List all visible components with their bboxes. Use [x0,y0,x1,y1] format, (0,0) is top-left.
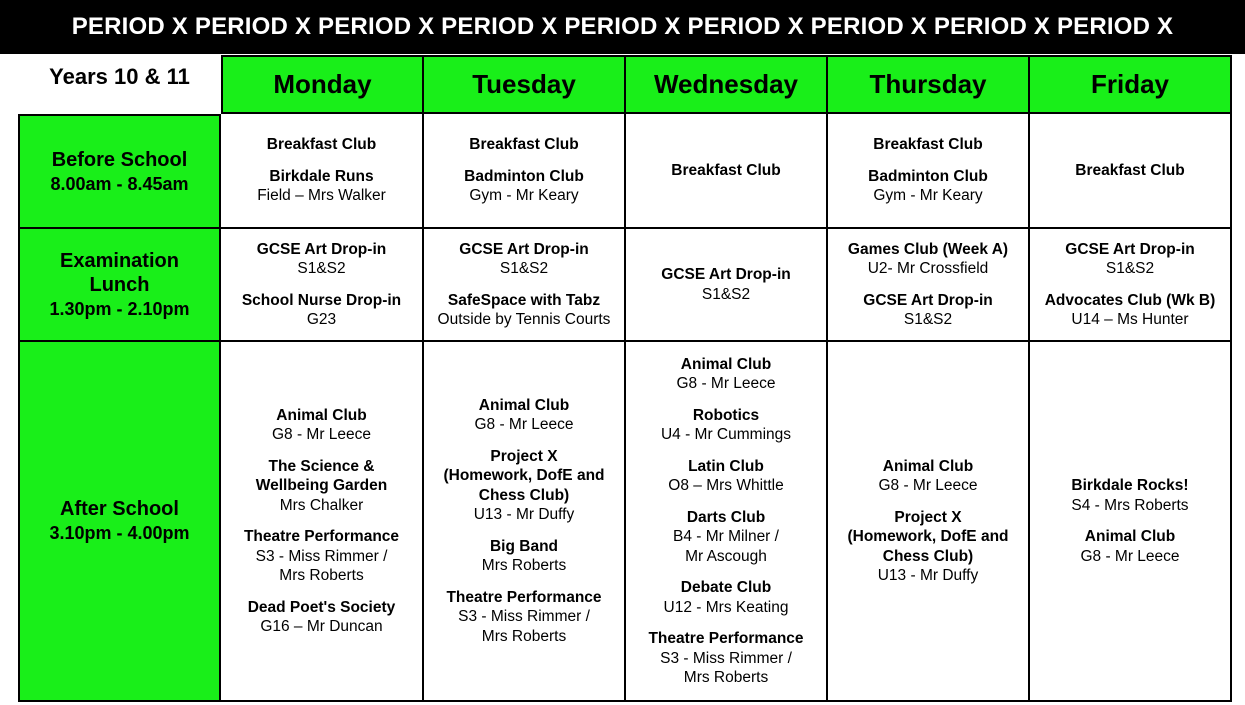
activity-title: GCSE Art Drop-in [1065,240,1195,258]
activity-entry [863,291,992,330]
day-header-wednesday: Wednesday [626,55,828,114]
activity-entry [257,240,386,279]
activity-location: U4 - Mr Cummings [660,426,792,443]
row-header-after-school [18,342,221,702]
activity-title: Games Club (Week A) [847,240,1009,258]
row-header-before-school [18,114,221,229]
activity-title: Big Band [489,537,559,555]
activity-title: GCSE Art Drop-in [661,266,791,283]
activity-location: U2- Mr Crossfield [867,260,989,277]
activity-location: G8 - Mr Leece [1080,547,1180,565]
activity-location: S1&S2 [701,285,751,303]
activity-title: GCSE Art Drop-in [863,291,993,309]
activity-location: G8 - Mr Leece [676,375,776,392]
activity-entry [661,265,790,304]
cell-after-school-thursday [828,342,1030,702]
day-header-tuesday: Tuesday [424,55,626,114]
activity-entry [873,135,982,155]
activity-location: Outside by Tennis Courts [437,311,611,328]
cell-before-school-tuesday [424,114,626,229]
cell-before-school-monday [221,114,424,229]
activity-title: Theatre Performance [243,528,400,545]
row-label-line: Examination [60,249,179,272]
day-header-friday: Friday [1030,55,1232,114]
activity-location: S3 - Miss Rimmer / [255,547,388,565]
activity-entry [1080,527,1179,566]
activity-title: GCSE Art Drop-in [256,240,387,258]
activity-location: G8 - Mr Leece [878,477,978,494]
row-header-examination-lunch [18,229,221,342]
row-label-line: Before School [51,148,188,171]
activity-entry [469,135,578,155]
cell-examination-lunch-monday [221,229,424,342]
activity-entry [676,355,775,394]
activity-title: Wellbeing Garden [255,477,388,494]
activity-title: Project X [894,508,962,526]
activity-location: U14 – Ms Hunter [1071,311,1189,328]
activity-entry [443,447,604,525]
activity-location: S1&S2 [297,260,346,277]
activity-title: Breakfast Club [671,161,781,179]
activity-entry [248,598,396,637]
activity-location: Mrs Roberts [683,669,769,686]
activity-location: S3 - Miss Rimmer / [660,649,792,667]
row-label-line: Lunch [89,273,150,296]
activity-entry [673,508,779,567]
activity-entry [668,457,783,496]
row-time: 8.00am - 8.45am [50,173,189,194]
activity-title: Breakfast Club [1075,161,1185,179]
activity-entry [868,167,988,206]
activity-entry [272,406,371,445]
row-time: 1.30pm - 2.10pm [49,298,190,319]
activity-entry [671,161,780,181]
timetable-grid [18,55,1232,702]
activity-location: U12 - Mrs Keating [663,598,789,616]
day-header-thursday: Thursday [828,55,1030,114]
activity-title: Robotics [692,406,760,424]
cell-examination-lunch-tuesday [424,229,626,342]
activity-entry [459,240,588,279]
activity-entry [847,508,1008,586]
cell-after-school-friday [1030,342,1232,702]
activity-title: Animal Club [680,355,772,373]
activity-title: Badminton Club [868,167,988,185]
activity-title: Debate Club [680,579,772,596]
activity-entry [1071,476,1188,515]
cell-after-school-tuesday [424,342,626,702]
activity-entry [1075,161,1184,181]
activity-entry [878,457,977,496]
activity-entry [661,406,791,445]
activity-location: S1&S2 [499,260,549,277]
activity-location: U13 - Mr Duffy [877,567,979,584]
activity-location: G8 - Mr Leece [271,426,372,443]
activity-title: Breakfast Club [469,136,579,154]
activity-title: Chess Club) [478,486,570,504]
activity-title: SafeSpace with Tabz [447,291,601,309]
year-group-label: Years 10 & 11 [18,55,221,114]
period-x-banner: PERIOD X PERIOD X PERIOD X PERIOD X PERIOD X PERIOD X PERIOD X PERIOD X PERIOD X [0,0,1245,54]
activity-entry [474,396,573,435]
activity-title: Advocates Club (Wk B) [1044,291,1216,309]
activity-title: Theatre Performance [446,588,602,606]
row-time: 3.10pm - 4.00pm [49,523,190,543]
activity-location: S3 - Miss Rimmer / [458,608,590,626]
cell-after-school-wednesday [626,342,828,702]
activity-entry [1045,291,1216,330]
cell-after-school-monday [221,342,424,702]
activity-entry [482,537,566,576]
activity-location: Mrs Roberts [481,557,567,575]
activity-title: The Science & [268,457,375,475]
activity-location: Mrs Roberts [481,627,567,645]
activity-location: G8 - Mr Leece [474,416,574,434]
activity-title: Badminton Club [464,167,584,185]
activity-entry [257,167,386,206]
activity-entry [648,629,803,688]
activity-location: O8 – Mrs Whittle [668,477,784,494]
activity-location: S4 - Mrs Roberts [1071,496,1189,514]
activity-entry [438,291,611,330]
activity-location: Gym - Mr Keary [469,187,579,205]
activity-title: Animal Club [882,457,974,475]
activity-location: Mrs Chalker [279,496,364,514]
activity-entry [256,457,388,516]
activity-entry [446,588,601,647]
activity-title: Animal Club [478,396,570,414]
activity-location: Mr Ascough [685,547,767,565]
activity-location: S1&S2 [1105,260,1155,277]
activity-entry [244,527,399,586]
activity-entry [464,167,584,206]
activity-location: B4 - Mr Milner / [673,528,779,545]
activity-location: Gym - Mr Keary [873,187,983,205]
activity-entry [242,291,401,330]
row-label-line: After School [60,498,179,520]
activity-entry [267,135,376,155]
activity-title: (Homework, DofE and [443,467,605,485]
activity-entry [1065,240,1194,279]
cell-before-school-friday [1030,114,1232,229]
activity-title: Theatre Performance [648,630,804,647]
activity-location: S1&S2 [903,311,953,328]
cell-before-school-wednesday [626,114,828,229]
activity-title: Chess Club) [882,547,974,565]
activity-title: Animal Club [1084,528,1176,545]
cell-examination-lunch-friday [1030,229,1232,342]
activity-location: Mrs Roberts [279,567,364,584]
activity-location: G23 [306,311,337,328]
activity-title: Birkdale Rocks! [1071,477,1189,494]
activity-title: Animal Club [276,406,367,424]
day-header-monday: Monday [221,55,424,114]
activity-location: U13 - Mr Duffy [473,506,575,524]
activity-entry [664,578,789,617]
activity-location: G16 – Mr Duncan [260,618,383,635]
cell-before-school-thursday [828,114,1030,229]
activity-title: School Nurse Drop-in [241,291,402,309]
activity-title: Breakfast Club [873,136,983,154]
activity-title: Darts Club [686,508,766,526]
activity-entry [848,240,1008,279]
cell-examination-lunch-thursday [828,229,1030,342]
activity-title: (Homework, DofE and [847,528,1009,545]
activity-title: Birkdale Runs [269,167,374,185]
activity-title: GCSE Art Drop-in [459,240,589,258]
activity-title: Latin Club [688,457,764,475]
activity-location: Field – Mrs Walker [257,187,386,205]
activity-title: Breakfast Club [266,136,377,154]
activity-title: Dead Poet's Society [247,598,396,616]
activity-title: Project X [490,447,558,465]
cell-examination-lunch-wednesday [626,229,828,342]
